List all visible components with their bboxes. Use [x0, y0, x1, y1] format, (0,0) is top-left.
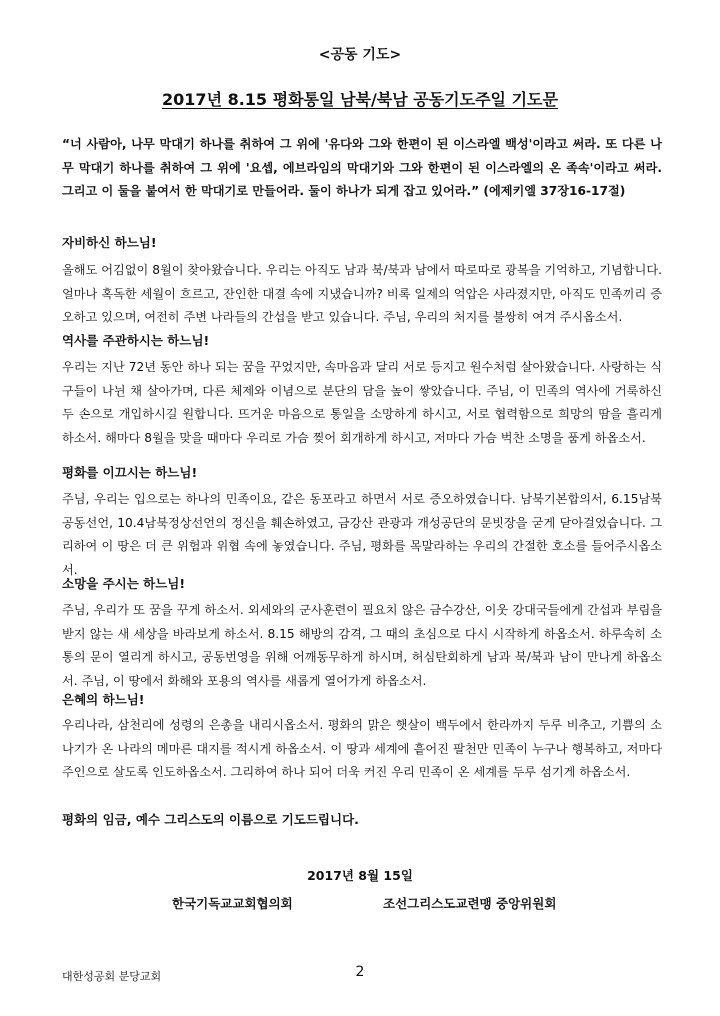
scripture-reference: (에제키엘 37장16-17절): [483, 184, 626, 198]
closing-prayer: 평화의 임금, 예수 그리스도의 이름으로 기도드립니다.: [62, 812, 359, 827]
document-label: <공동 기도>: [318, 47, 402, 63]
section-body: 주님, 우리가 또 꿈을 꾸게 하소서. 외세와의 군사훈련이 필요치 않은 금수강산, 이웃 강대국들에게 간섭과 부림을 받지 않는 새 세상을 바라보게 하소서. 8.15 해방의 감격, 그 때의 초심으로 다시 시작하게 하옵소서. 하루속히 소통의 문이 열리게 하시고, 공동번영을 위해 어깨동무하게 하시며, 허심탄회하게 남과 북/북과 남이 만나게 하옵소서. 주님, 이 땅에서 화해와 포용의 역사를 새롭게 열어가게 하옵소서.: [62, 603, 662, 688]
organization-north: 조선그리스도교련맹 중앙위원회: [383, 896, 557, 911]
section-heading: 역사를 주관하시는 하느님!: [62, 333, 210, 348]
scripture-quote: [62, 133, 662, 204]
section-heading: 소망을 주시는 하느님!: [62, 576, 186, 591]
document-date: 2017년 8월 15일: [307, 868, 413, 883]
section-heading: 자비하신 하느님!: [62, 235, 157, 250]
section-heading: 은혜의 하느님!: [62, 692, 145, 707]
organization-south: 한국기독교교회협의회: [172, 896, 293, 911]
section-body: 올해도 어김없이 8월이 찾아왔습니다. 우리는 아직도 남과 북/북과 남에서 따로따로 광복을 기억하고, 기념합니다. 얼마나 혹독한 세월이 흐르고, 잔인한 대결 속에 지냈습니까? 비록 일제의 억압은 사라졌지만, 아직도 민족끼리 증오하고 있으며, 여전히 주변 나라들의 간섭을 받고 있습니다. 주님, 우리의 처지를 불쌍히 여겨 주시옵소서.: [62, 263, 662, 324]
scripture-quote-text: “너 사람아, 나무 막대기 하나를 취하여 그 위에 '유다와 그와 한편이 된 이스라엘 백성'이라고 써라. 또 다른 나무 막대기 하나를 취하여 그 위에 '요셉, 에브라임의 막대기와 그와 한편이 된 이스라엘의 온 족속'이라고 써라. 그리고 이 둘을 붙여서 한 막대기로 만들어라. 둘이 하나가 되게 잡고 있어라.”: [62, 137, 662, 198]
page-number: 2: [355, 964, 365, 980]
section-body: 주님, 우리는 입으로는 하나의 민족이요, 같은 동포라고 하면서 서로 증오하였습니다. 남북기본합의서, 6.15남북공동선언, 10.4남북정상선언의 정신을 훼손하였고, 금강산 관광과 개성공단의 문빗장을 굳게 닫아걸었습니다. 그리하여 이 땅은 더 큰 위험과 위협 속에 놓였습니다. 주님, 평화를 목말라하는 우리의 간절한 호소를 들어주시옵소서.: [62, 492, 662, 577]
section-heading: 평화를 이끄시는 하느님!: [62, 465, 198, 480]
section-body: 우리는 지난 72년 동안 하나 되는 꿈을 꾸었지만, 속마음과 달리 서로 등지고 원수처럼 살아왔습니다. 사랑하는 식구들이 나뉜 채 살아가며, 다른 체제와 이념으로 분단의 담을 높이 쌓았습니다. 주님, 이 민족의 역사에 거룩하신 두 손으로 개입하시길 원합니다. 뜨거운 마음으로 통일을 소망하게 하시고, 서로 협력함으로 희망의 땀을 흘리게 하소서. 해마다 8월을 맞을 때마다 우리로 가슴 찢어 회개하게 하시고, 저마다 가슴 벅찬 소명을 품게 하옵소서.: [62, 360, 662, 445]
document-title: [0, 87, 720, 110]
document-title-text: 2017년 8.15 평화통일 남북/북남 공동기도주일 기도문: [162, 90, 558, 109]
footer-church-name: 대한성공회 분당교회: [62, 970, 162, 983]
section-body: 우리나라, 삼천리에 성령의 은총을 내리시옵소서. 평화의 맑은 햇살이 백두에서 한라까지 두루 비추고, 기쁨의 소나기가 온 나라의 메마른 대지를 적시게 하옵소서. 이 땅과 세계에 흩어진 팔천만 민족이 누구나 행복하고, 저마다 주인으로 살도록 인도하옵소서. 그리하여 하나 되어 더욱 커진 우리 민족이 온 세계를 두루 섬기게 하옵소서.: [62, 718, 662, 779]
